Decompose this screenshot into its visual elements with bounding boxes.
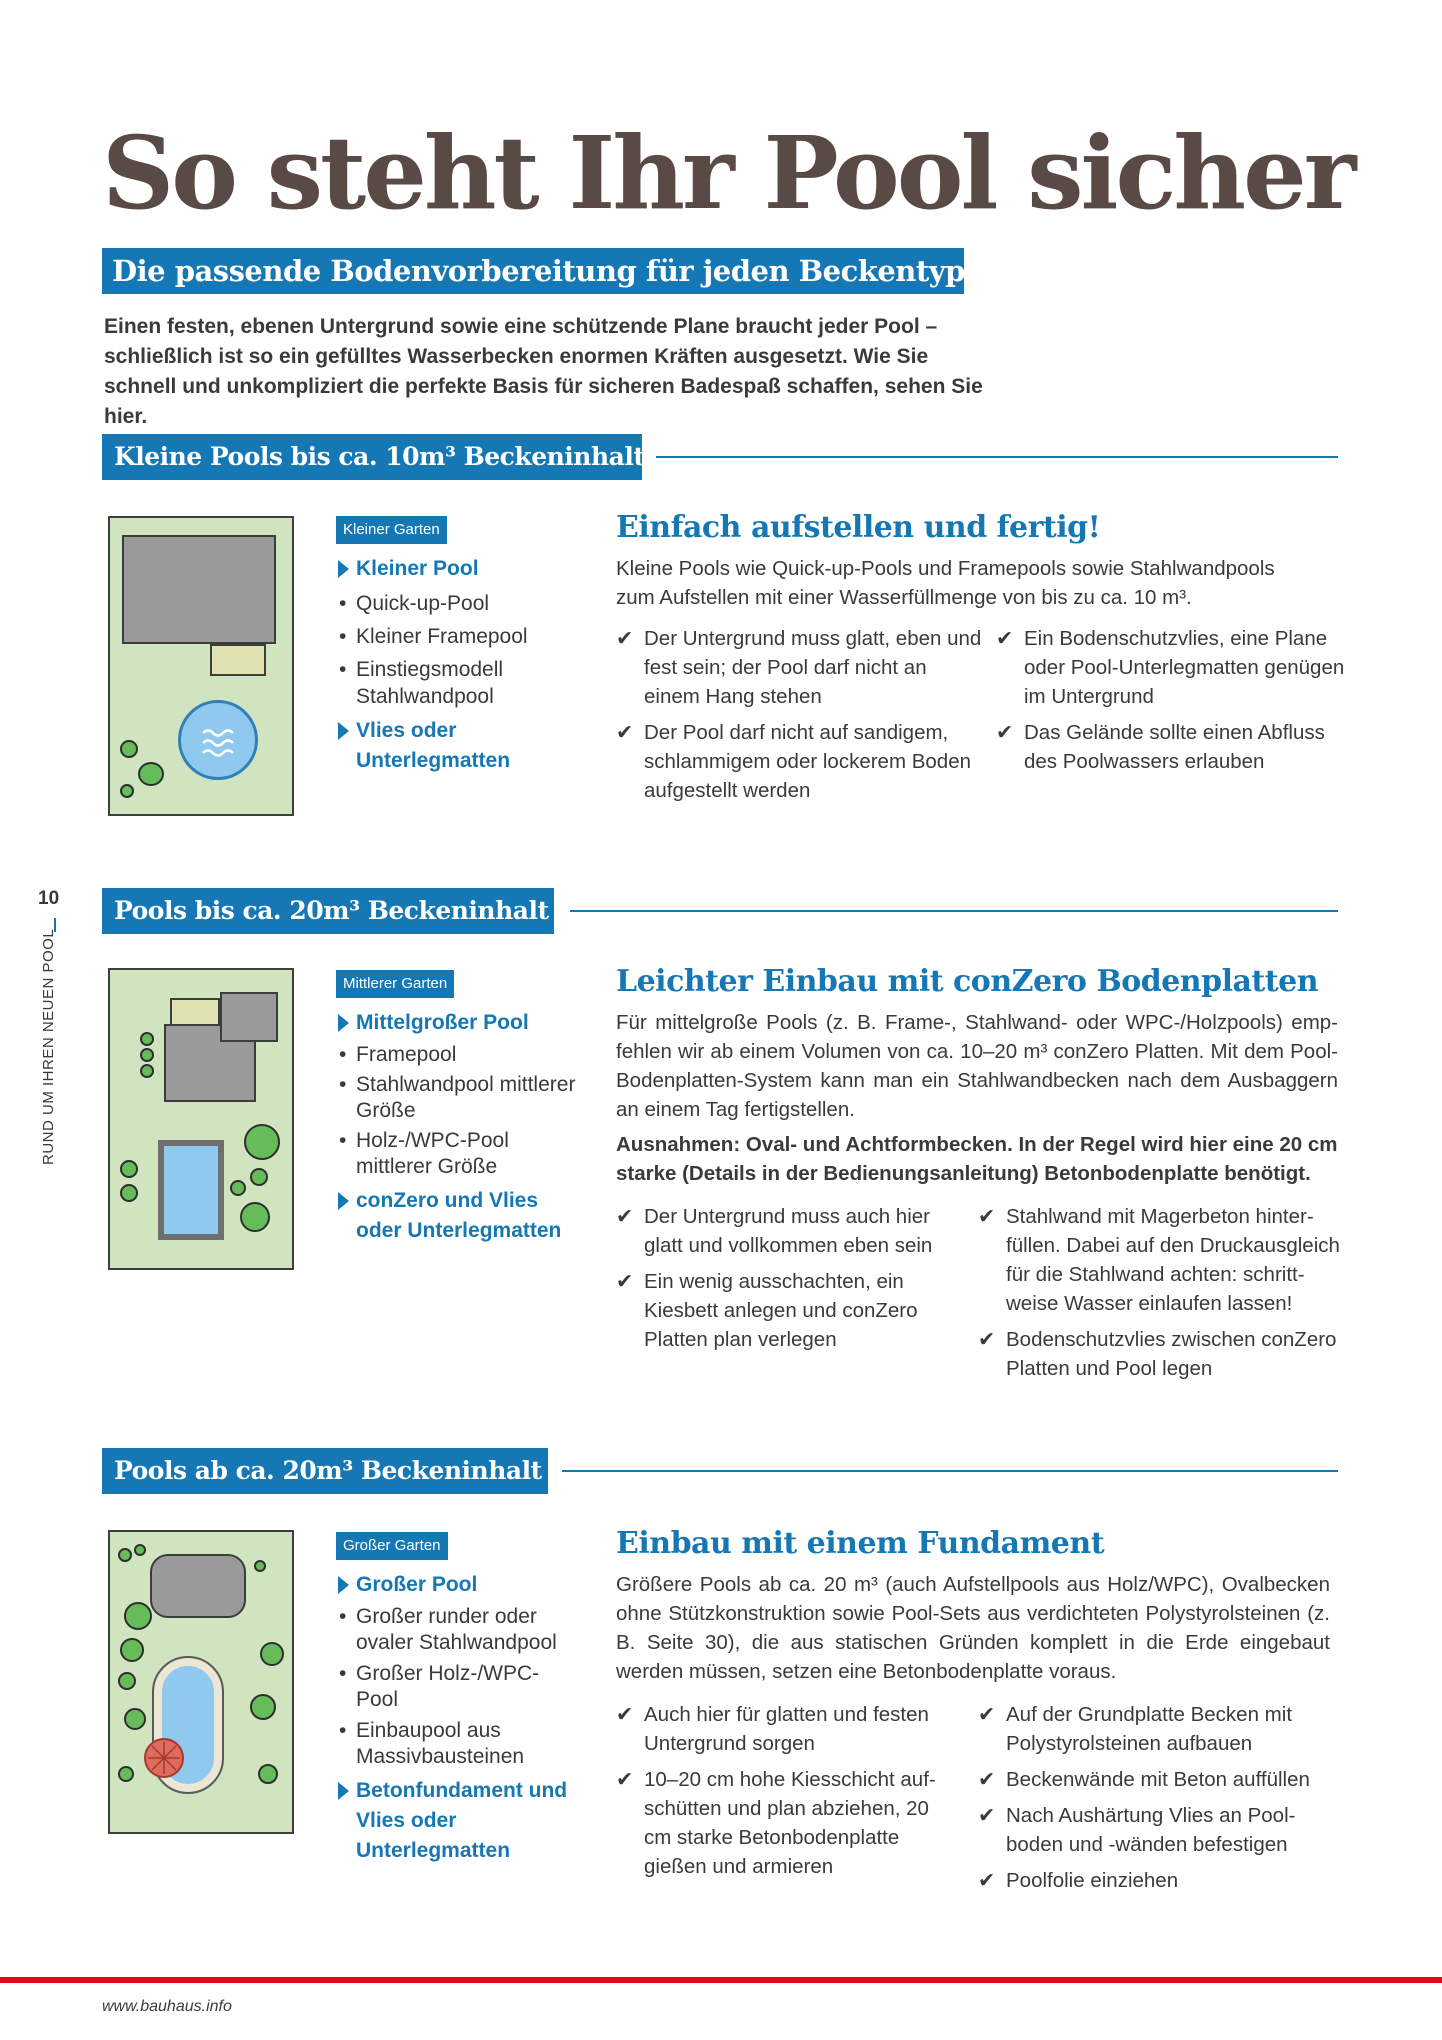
- check-columns: [616, 1202, 1346, 1390]
- check-list-left: [616, 1202, 958, 1390]
- bush-icon: [250, 1168, 268, 1186]
- section-text: Für mittelgroße Pools (z. B. Frame-, Stahlwand- oder WPC-/Holzpools) empfehlen wir ab einem Volumen von ca. 10–20 m³ conZero Platten. Mit dem Pool-Bodenplatten-System kann man ein Stahlwandbecken nach dem Ausbaggern an einem Tag fertigstellen.: [616, 1011, 1338, 1121]
- list-item: • Großer runder oder ovaler Stahlwandpool: [336, 1604, 576, 1656]
- section-rule: [656, 456, 1338, 458]
- list-item: • Holz-/WPC-Pool mittlerer Größe: [336, 1128, 576, 1180]
- bush-icon: [118, 1548, 132, 1562]
- check-icon: ✔: [616, 1768, 634, 1791]
- page-number: 10: [38, 888, 60, 909]
- parasol-icon: [144, 1738, 184, 1778]
- section-content-large: [616, 1524, 1346, 1902]
- check-list-left: [616, 624, 982, 812]
- bush-icon: [230, 1180, 246, 1196]
- check-item: ✔ Auch hier für glatten und festen Untergrund sorgen: [616, 1700, 958, 1758]
- section-header-medium: Pools bis ca. 20m³ Beckeninhalt: [102, 888, 554, 934]
- bush-icon: [140, 1032, 154, 1046]
- house-shape: [122, 535, 276, 644]
- terrace-shape: [210, 644, 266, 676]
- garden-plan-large: [108, 1530, 294, 1834]
- pool-water-icon: [178, 700, 258, 780]
- pool-type-list: [336, 590, 566, 710]
- pool-type-column: [336, 970, 576, 1246]
- check-icon: ✔: [978, 1205, 996, 1228]
- bush-icon: [118, 1766, 134, 1782]
- pool-size-title: Kleiner Pool: [336, 554, 566, 584]
- bush-icon: [124, 1602, 152, 1630]
- bush-icon: [120, 1160, 138, 1178]
- garden-size-tag: Kleiner Garten: [336, 516, 447, 544]
- section-heading: Leichter Einbau mit conZero Bodenplatten: [616, 964, 1319, 999]
- bush-icon: [120, 740, 138, 758]
- section-heading: Einbau mit einem Fundament: [616, 1526, 1105, 1561]
- garden-plan-small: [108, 516, 294, 816]
- check-icon: ✔: [996, 721, 1014, 744]
- section-heading: Einfach aufstellen und fertig!: [616, 510, 1101, 545]
- bush-icon: [244, 1124, 280, 1160]
- check-list-right: [978, 1202, 1344, 1390]
- check-columns: [616, 624, 1346, 812]
- garden-size-tag: Großer Garten: [336, 1532, 448, 1560]
- section-header-large: Pools ab ca. 20m³ Beckeninhalt: [102, 1448, 548, 1494]
- check-item: ✔ Auf der Grundplatte Becken mit Polystyrolsteinen aufbauen: [978, 1700, 1338, 1758]
- check-item: ✔ Poolfolie einziehen: [978, 1866, 1338, 1895]
- bush-icon: [120, 784, 134, 798]
- check-icon: ✔: [978, 1328, 996, 1351]
- section-rule: [562, 1470, 1338, 1472]
- running-title: RUND UM IHREN NEUEN POOL: [40, 928, 57, 1165]
- check-icon: ✔: [616, 721, 634, 744]
- base-title: Vlies oder Unterlegmatten: [336, 716, 566, 776]
- check-icon: ✔: [978, 1869, 996, 1892]
- check-item: ✔ 10–20 cm hohe Kiesschicht aufschütten und plan abziehen, 20 cm starke Betonbodenplatte gießen und armieren: [616, 1765, 958, 1881]
- pool-type-list: [336, 1604, 576, 1770]
- base-title: Betonfundament und Vlies oder Unterlegmatten: [336, 1776, 576, 1866]
- list-item: • Kleiner Framepool: [336, 623, 566, 650]
- check-icon: ✔: [616, 1270, 634, 1293]
- check-columns: [616, 1700, 1346, 1902]
- bush-icon: [120, 1184, 138, 1202]
- check-item: ✔ Stahlwand mit Magerbeton hinterfüllen. Dabei auf den Druckausgleich für die Stahlwand achten: schrittweise Wasser einlaufen lassen!: [978, 1202, 1344, 1318]
- page-title: So steht Ihr Pool sicher: [102, 114, 1354, 232]
- list-item: • Quick-up-Pool: [336, 590, 566, 617]
- house-shape: [150, 1554, 246, 1618]
- check-item: ✔ Der Pool darf nicht auf sandigem, schlammigem oder lockerem Boden aufgestellt werden: [616, 718, 982, 805]
- pool-type-column: [336, 516, 566, 776]
- footer-url[interactable]: www.bauhaus.info: [102, 1998, 232, 2015]
- section-text: Kleine Pools wie Quick-up-Pools und Framepools sowie Stahlwandpools zum Aufstellen mit einer Wasserfüllmenge von bis zu ca. 10 m³.: [616, 557, 1275, 609]
- check-item: ✔ Der Untergrund muss glatt, eben und fest sein; der Pool darf nicht an einem Hang stehen: [616, 624, 982, 711]
- garden-size-tag: Mittlerer Garten: [336, 970, 454, 998]
- list-item: • Einstiegsmodell Stahlwandpool: [336, 656, 566, 710]
- bush-icon: [124, 1708, 146, 1730]
- section-content-medium: [616, 962, 1346, 1390]
- list-item: • Einbaupool aus Massivbausteinen: [336, 1718, 576, 1770]
- bush-icon: [120, 1638, 144, 1662]
- check-item: ✔ Beckenwände mit Beton auffüllen: [978, 1765, 1338, 1794]
- section-header-small: Kleine Pools bis ca. 10m³ Beckeninhalt: [102, 434, 642, 480]
- check-icon: ✔: [978, 1768, 996, 1791]
- bush-icon: [240, 1202, 270, 1232]
- pool-type-list: [336, 1042, 576, 1180]
- intro-text: Einen festen, ebenen Untergrund sowie eine schützende Plane braucht jeder Pool – schließlich ist so ein gefülltes Wasserbecken enormen Kräften ausgesetzt. Wie Sie schnell und unkompliziert die perfekte Basis für sicheren Badespaß schaffen, sehen Sie hier.: [104, 315, 983, 428]
- list-item: • Großer Holz-/WPC-Pool: [336, 1661, 576, 1713]
- bush-icon: [140, 1064, 154, 1078]
- check-icon: ✔: [616, 1703, 634, 1726]
- check-icon: ✔: [996, 627, 1014, 650]
- footer-rule: [0, 1977, 1442, 1983]
- garden-plan-medium: [108, 968, 294, 1270]
- base-title: conZero und Vlies oder Unterlegmatten: [336, 1186, 576, 1246]
- check-list-right: [978, 1700, 1338, 1902]
- check-item: ✔ Ein wenig ausschachten, ein Kiesbett anlegen und conZero Platten plan verlegen: [616, 1267, 958, 1354]
- bush-icon: [134, 1544, 146, 1556]
- bush-icon: [254, 1560, 266, 1572]
- bush-icon: [250, 1694, 276, 1720]
- pool-water-icon: [158, 1140, 224, 1240]
- list-item: • Stahlwandpool mittlerer Größe: [336, 1072, 576, 1124]
- check-icon: ✔: [616, 627, 634, 650]
- terrace-shape: [170, 998, 220, 1026]
- bush-icon: [118, 1672, 136, 1690]
- list-item: • Framepool: [336, 1042, 576, 1068]
- pool-size-title: Großer Pool: [336, 1570, 576, 1600]
- check-item: ✔ Das Gelände sollte einen Abfluss des Poolwassers erlauben: [996, 718, 1346, 776]
- pool-type-column: [336, 1532, 576, 1866]
- subtitle-bar: Die passende Bodenvorbereitung für jeden Beckentyp: [102, 248, 964, 294]
- check-item: ✔ Nach Aushärtung Vlies an Poolboden und -wänden befestigen: [978, 1801, 1338, 1859]
- check-list-left: [616, 1700, 958, 1902]
- house-shape: [220, 992, 278, 1042]
- check-icon: ✔: [978, 1703, 996, 1726]
- section-text: Größere Pools ab ca. 20 m³ (auch Aufstellpools aus Holz/WPC), Ovalbecken ohne Stützkonstruktion sowie Pool-Sets aus verdichteten Polystyrolsteinen (z. B. Seite 30), die aus statischen Gründen komplett in die Erde eingebaut werden müssen, setzen eine Betonbodenplatte voraus.: [616, 1573, 1330, 1683]
- check-icon: ✔: [978, 1804, 996, 1827]
- check-item: ✔ Der Untergrund muss auch hier glatt und vollkommen eben sein: [616, 1202, 958, 1260]
- bush-icon: [138, 762, 164, 786]
- bush-icon: [258, 1764, 278, 1784]
- section-note: Ausnahmen: Oval- und Achtformbecken. In der Regel wird hier eine 20 cm starke (Details in der Bedienungsanleitung) Betonbodenplatte benötigt.: [616, 1133, 1338, 1185]
- section-rule: [570, 910, 1338, 912]
- section-content-small: [616, 508, 1346, 812]
- check-icon: ✔: [616, 1205, 634, 1228]
- bush-icon: [140, 1048, 154, 1062]
- bush-icon: [260, 1642, 284, 1666]
- pool-size-title: Mittelgroßer Pool: [336, 1008, 576, 1038]
- check-list-right: [996, 624, 1346, 812]
- check-item: ✔ Bodenschutzvlies zwischen conZero Platten und Pool legen: [978, 1325, 1344, 1383]
- check-item: ✔ Ein Bodenschutzvlies, eine Plane oder Pool-Unterlegmatten genügen im Untergrund: [996, 624, 1346, 711]
